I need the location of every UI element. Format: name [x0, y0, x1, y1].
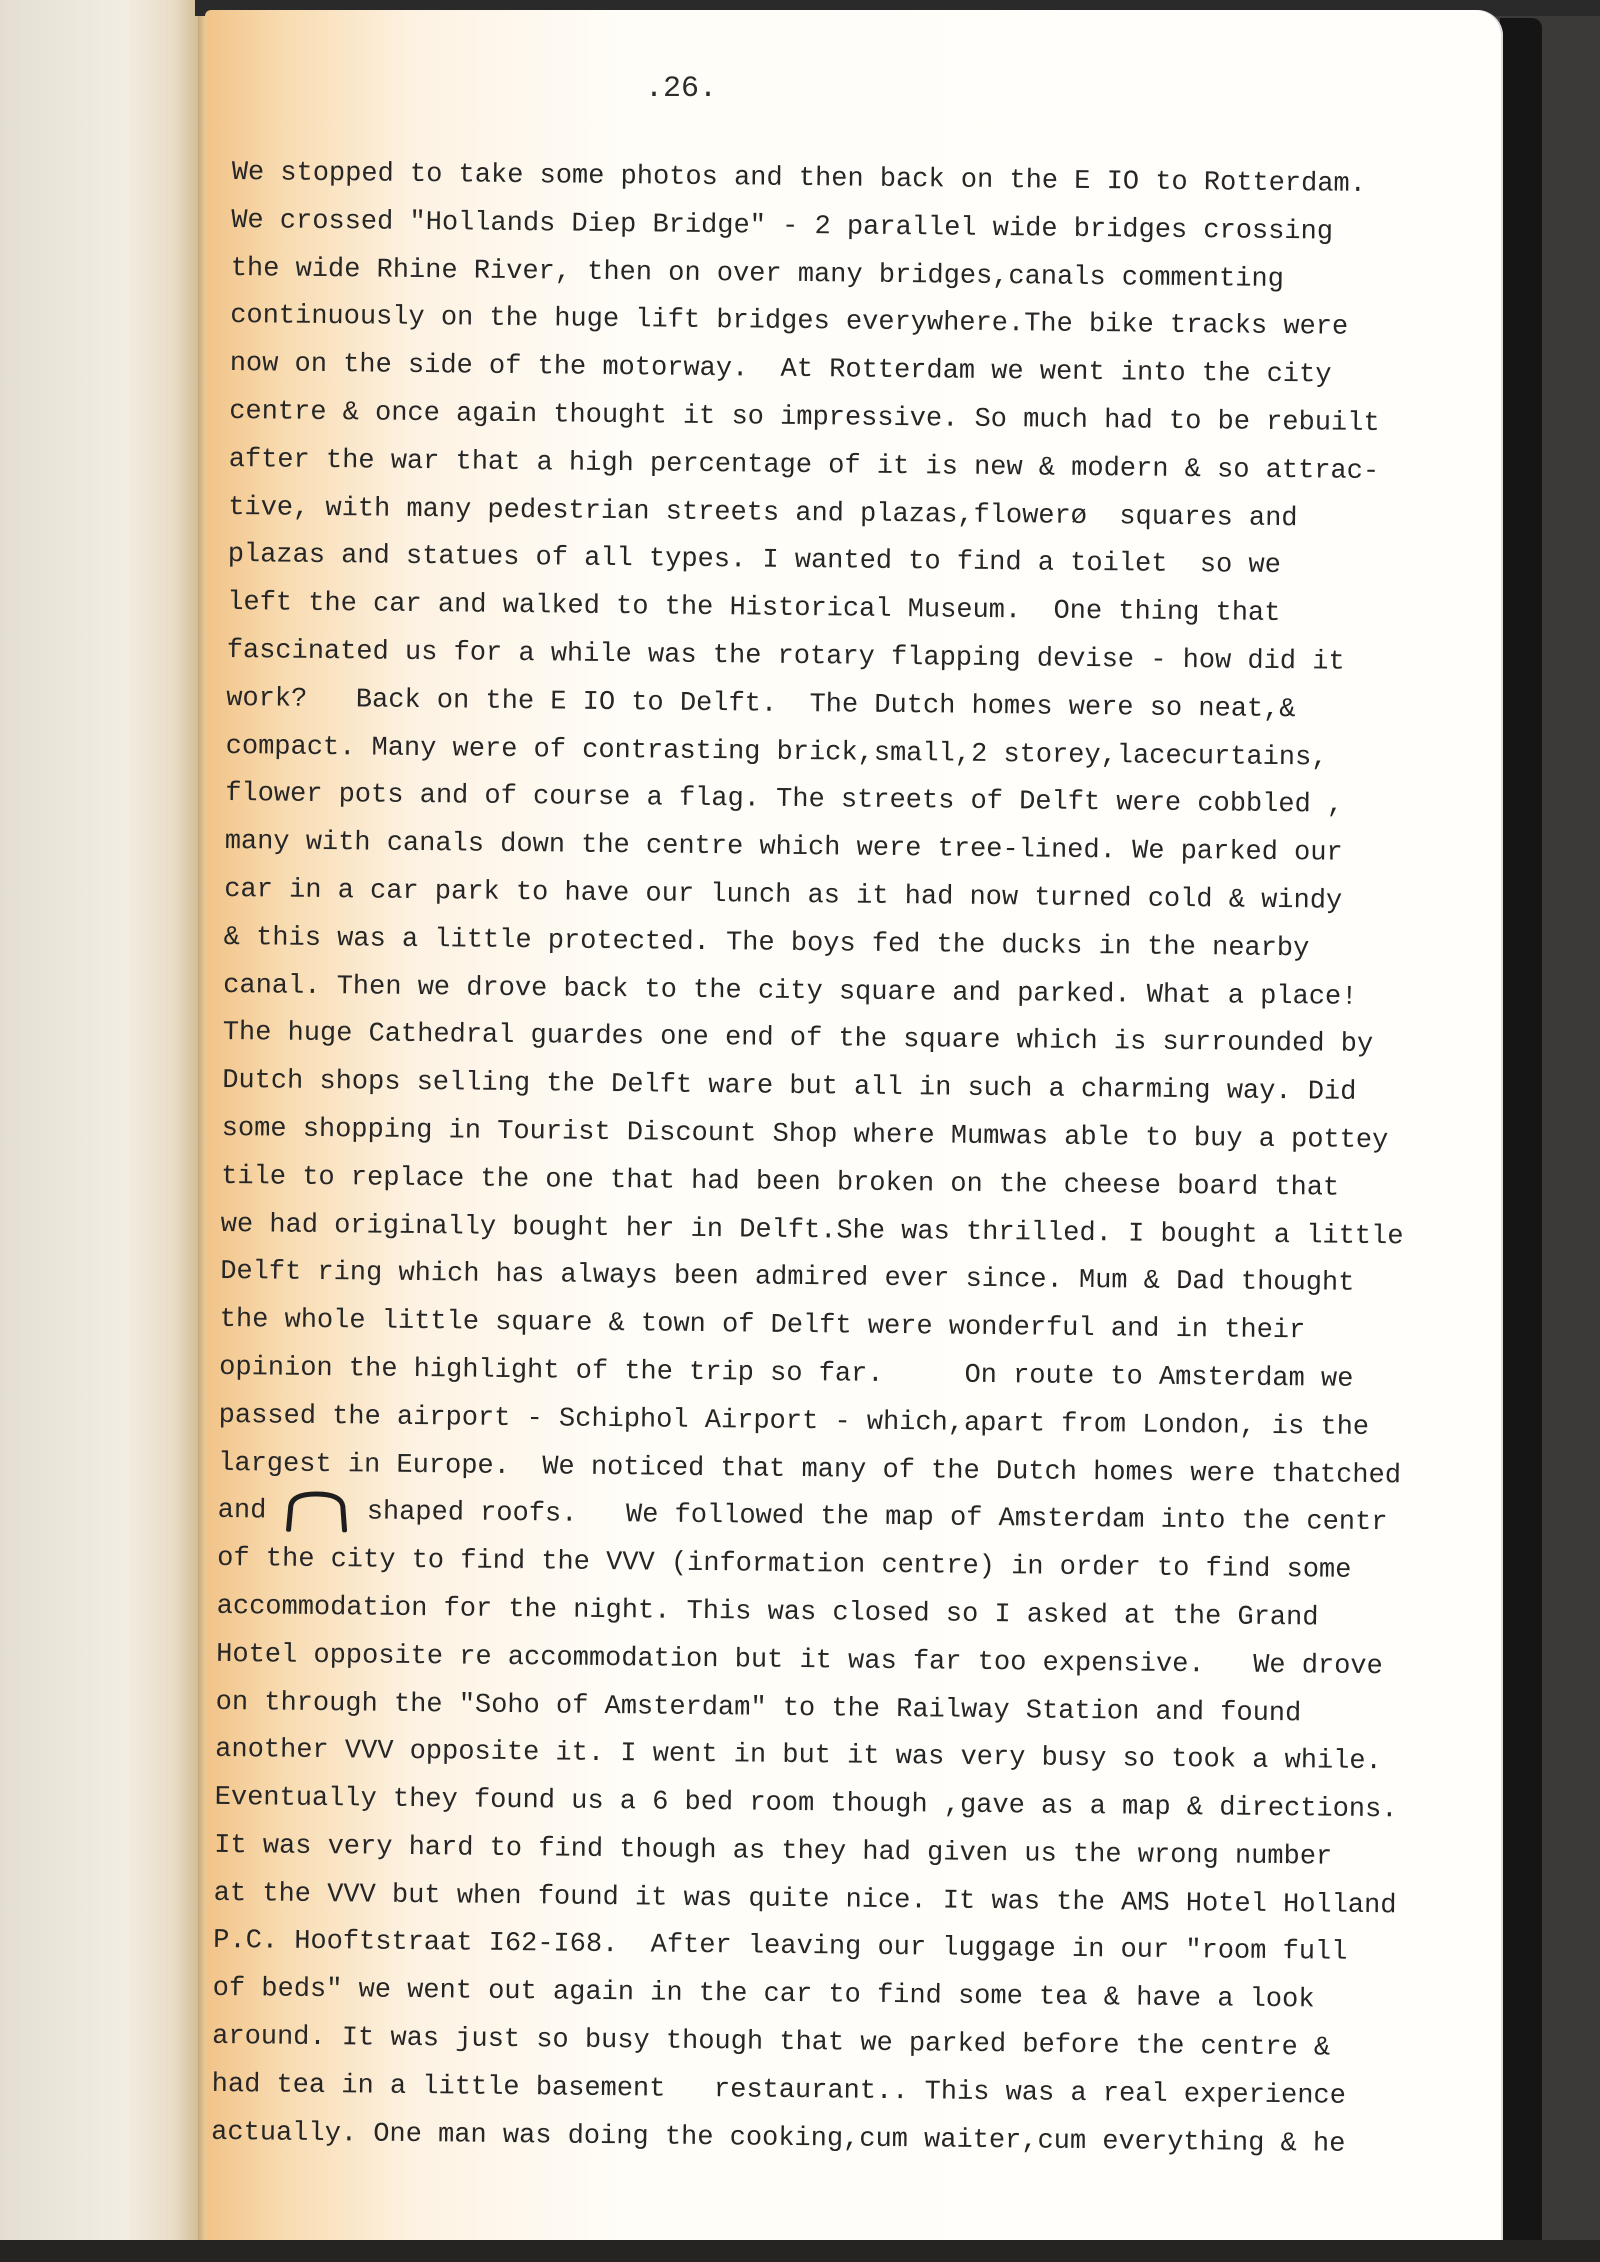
text-line: continuously on the huge lift bridges everywhere.The bike tracks were [230, 301, 1349, 344]
text-line: centre & once again thought it so impressive. So much had to be rebuilt [229, 396, 1380, 440]
text-line: accommodation for the night. This was closed so I asked at the Grand [216, 1591, 1319, 1634]
text-line: some shopping in Tourist Discount Shop where Mumwas able to buy a pottey [221, 1113, 1389, 1157]
text-line: Eventually they found us a 6 bed room though ,gave as a map & directions. [214, 1783, 1398, 1826]
text-line: left the car and walked to the Historical Museum. One thing that [227, 588, 1281, 630]
left-page-edge [0, 0, 207, 2262]
text-line: now on the side of the motorway. At Rotterdam we went into the city [229, 349, 1332, 391]
text-line: on through the "Soho of Amsterdam" to the Railway Station and found [215, 1687, 1302, 1729]
text-line: Delft ring which has always been admired ever since. Mum & Dad thought [220, 1257, 1355, 1300]
text-line: We crossed "Hollands Diep Bridge" - 2 parallel wide bridges crossing [231, 205, 1334, 248]
text-line: flower pots and of course a flag. The streets of Delft were cobbled , [225, 779, 1344, 822]
book-cover-edge [1500, 18, 1542, 2248]
text-line: & this was a little protected. The boys fed the ducks in the nearby [223, 922, 1310, 965]
text-line: passed the airport - Schiphol Airport - which,apart from London, is the [218, 1400, 1370, 1443]
text-line: plazas and statues of all types. I wanted to find a toilet so we [227, 540, 1282, 582]
text-line: tile to replace the one that had been broken on the cheese board that [221, 1161, 1340, 1204]
text-line: had tea in a little basement restaurant.. This was a real experience [211, 2069, 1347, 2112]
text-line: tive, with many pedestrian streets and plazas,flowerø squares and [228, 492, 1298, 534]
text-line: The huge Cathedral guardes one end of the square which is surrounded by [222, 1018, 1374, 1061]
text-line: of beds" we went out again in the car to find some tea & have a look [212, 1974, 1315, 2016]
typed-text-body [211, 150, 1494, 2171]
text-line: largest in Europe. We noticed that many of the Dutch homes were thatched [218, 1448, 1402, 1491]
text-line: another VVV opposite it. I went in but it was very busy so took a while. [215, 1735, 1382, 1778]
text-line: P.C. Hooftstraat I62-I68. After leaving our luggage in our "room full [213, 1926, 1348, 1969]
text-line: we had originally bought her in Delft.She was thrilled. I bought a little [220, 1209, 1404, 1252]
text-line: after the war that a high percentage of it is new & modern & so attrac- [228, 444, 1380, 487]
text-fragment: shaped roofs. We followed the map of Amsterdam into the centr [350, 1497, 1388, 1539]
text-line: opinion the highlight of the trip so far. On route to Amsterdam we [219, 1352, 1354, 1395]
text-line: Dutch shops selling the Delft ware but all in such a charming way. Did [222, 1066, 1357, 1108]
text-line: canal. Then we drove back to the city square and parked. What a place! [223, 970, 1358, 1013]
text-line: the wide Rhine River, then on over many bridges,canals commenting [230, 253, 1285, 295]
text-fragment: and [217, 1496, 283, 1527]
text-line: car in a car park to have our lunch as it had now turned cold & windy [224, 874, 1343, 917]
text-line: of the city to find the VVV (information centre) in order to find some [217, 1544, 1352, 1586]
text-line: It was very hard to find though as they had given us the wrong number [214, 1830, 1333, 1873]
text-line: fascinated us for a while was the rotary flapping devise - how did it [226, 635, 1345, 678]
text-line: compact. Many were of contrasting brick,small,2 storey,lacecurtains, [225, 731, 1328, 774]
text-line: We stopped to take some photos and then back on the E IO to Rotterdam. [231, 157, 1367, 200]
text-line: at the VVV but when found it was quite nice. It was the AMS Hotel Holland [213, 1878, 1397, 1921]
text-line: Hotel opposite re accommodation but it was far too expensive. We drove [216, 1639, 1383, 1682]
text-line: many with canals down the centre which were tree-lined. We parked our [224, 827, 1343, 869]
page-number: .26. [645, 72, 718, 106]
text-line: actually. One man was doing the cooking,cum waiter,cum everything & he [211, 2117, 1346, 2160]
text-line: work? Back on the E IO to Delft. The Dutch homes were so neat,& [226, 683, 1296, 725]
background-bottom [0, 2240, 1600, 2262]
arch-roof-sketch-icon [282, 1490, 350, 1533]
text-line: around. It was just so busy though that we parked before the centre & [212, 2021, 1331, 2064]
text-line: the whole little square & town of Delft were wonderful and in their [219, 1305, 1306, 1347]
